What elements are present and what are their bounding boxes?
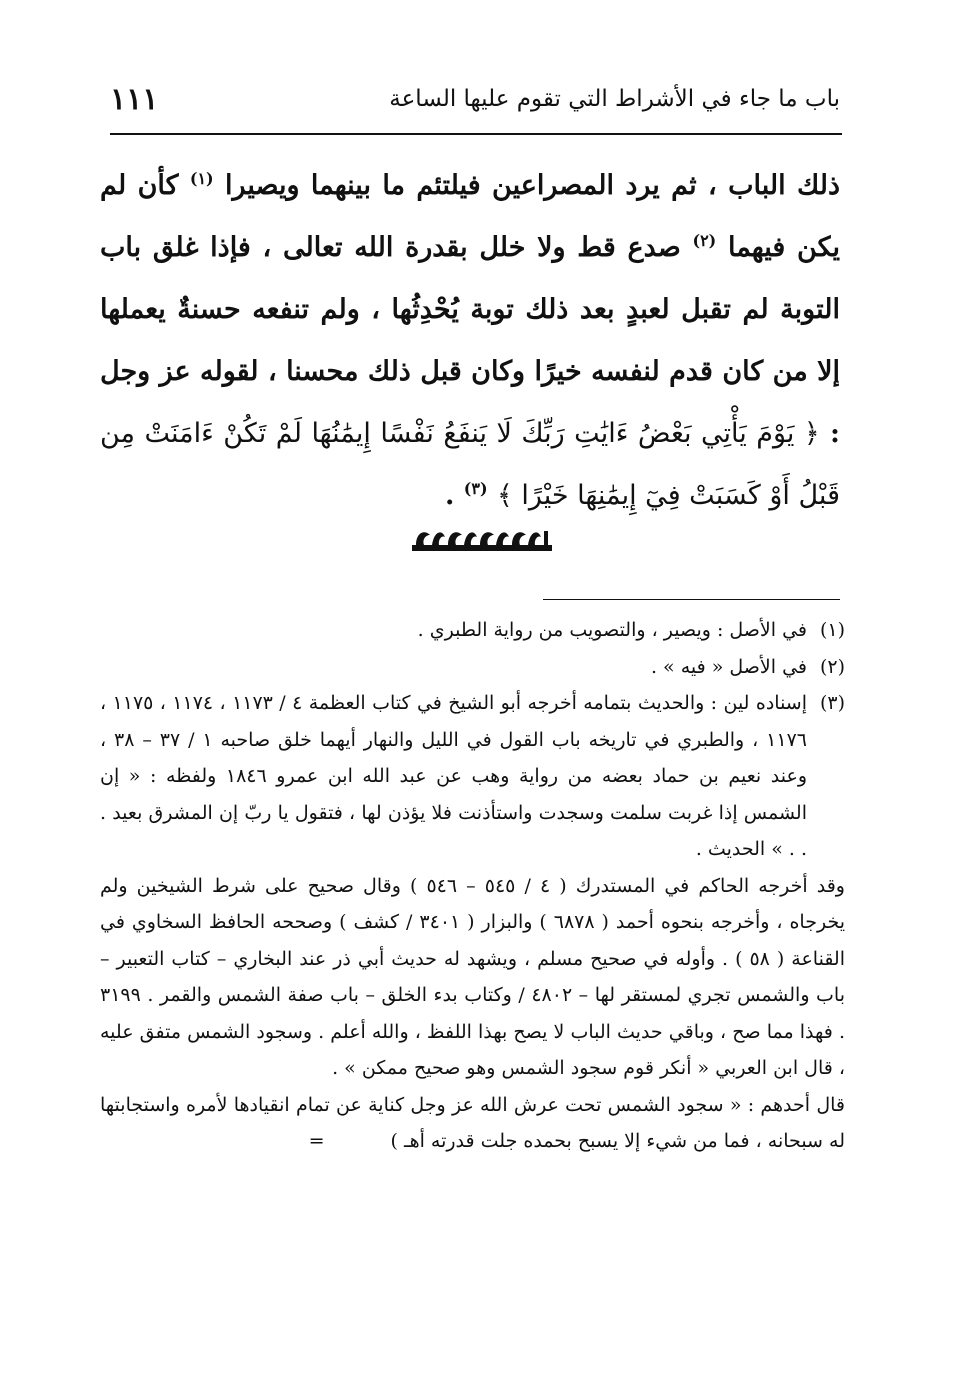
footnote-text: في الأصل : ويصير ، والتصويب من رواية الطبري .: [417, 619, 807, 641]
running-title: باب ما جاء في الأشراط التي تقوم عليها الساعة: [389, 86, 840, 112]
footnote-continuation-text: قال أحدهم : « سجود الشمس تحت عرش الله عز وجل كناية عن تمام انقيادها لأمره واستجابتها له سبحانه ، فما من شيء إلا يسبح بحمده جلت قدرته أهـ ): [100, 1093, 845, 1152]
text-segment: ذلك الباب ، ثم يرد المصراعين فيلتئم ما بينهما ويصيرا: [224, 170, 840, 201]
footnote-3: [100, 685, 845, 868]
footnote-continuation: وقد أخرجه الحاكم في المستدرك ( ٤ / ٥٤٥ – ٥٤٦ ) وقال صحيح على شرط الشيخين ولم يخرجاه ، وأخرجه بنحوه أحمد ( ٦٨٧٨ ) والبزار ( ٣٤٠١ / كشف ) وصححه الحافظ السخاوي في القناعة ( ٥٨ ) . وأوله في صحيح مسلم ، ويشهد له حديث أبي ذر عند البخاري – كتاب التعبير – باب والشمس تجري لمستقر لها – ٤٨٠٢ / وكتاب بدء الخلق – باب صفة الشمس والقمر . ٣١٩٩ . فهذا مما صح ، وباقي حديث الباب لا يصح بهذا اللفظ ، والله أعلم . وسجود الشمس متفق عليه ، قال ابن العربي « أنكر قوم سجود الشمس وهو صحيح ممكن » .: [100, 874, 846, 1079]
page-header: [110, 72, 840, 132]
main-paragraph: [100, 155, 840, 527]
footnote-ref-3: (٣): [463, 479, 488, 498]
footnote-text: في الأصل « فيه » .: [650, 655, 807, 678]
footnote-2: [100, 649, 845, 686]
text-segment: صدع قط ولا خلل بقدرة الله تعالى ، فإذا غلق باب التوبة لم تقبل لعبدٍ بعد ذلك توبة يُحْدِثُها ، ولم تنفعه حسنةٌ يعملها إلا من كان قدم لنفسه خيرًا وكان قبل ذلك محسنا ، لقوله عز وجل :: [100, 232, 841, 449]
ornament-divider: [412, 527, 552, 551]
footnote-continuation: [100, 1087, 845, 1160]
footnotes: [100, 612, 845, 1160]
footnote-1: [100, 612, 845, 649]
footnote-ref-2: (٢): [692, 231, 717, 250]
footnote-number: (٢): [819, 655, 845, 678]
main-text: [100, 155, 840, 527]
footnote-rule: [543, 599, 840, 600]
page-number: ١١١: [110, 82, 159, 117]
footnote-text: إسناده لين : والحديث بتمامه أخرجه أبو الشيخ في كتاب العظمة ٤ / ١١٧٣ ، ١١٧٤ ، ١١٧٥ ، ١١٧٦ ، والطبري في تاريخه باب القول في الليل والنهار أيهما خلق صاحبه ١ / ٣٧ – ٣٨ ، وعند نعيم بن حماد بعضه من رواية وهب عن عبد الله ابن عمرو ١٨٤٦ ولفظه : « إن الشمس إذا غربت سلمت وسجدت واستأذنت فلا يؤذن لها ، فتقول يا ربّ إن المشرق بعيد . . . » الحديث .: [100, 692, 808, 860]
footnote-number: (١): [819, 619, 845, 641]
footnote-number: (٣): [819, 692, 845, 714]
end-mark: .: [444, 480, 455, 511]
header-rule: [110, 133, 842, 135]
quran-verse: ﴿ يَوْمَ يَأْتِي بَعْضُ ءَايَٰتِ رَبِّكَ لَا يَنفَعُ نَفْسًا إِيمَٰنُهَا لَمْ تَكُنْ ءَامَنَتْ مِن قَبْلُ أَوْ كَسَبَتْ فِيٓ إِيمَٰنِهَا خَيْرًا ﴾: [100, 418, 840, 511]
continuation-mark: =: [308, 1130, 325, 1152]
text-segment: كأن لم يكن فيهما: [100, 170, 841, 263]
footnote-ref-1: (١): [189, 169, 214, 188]
